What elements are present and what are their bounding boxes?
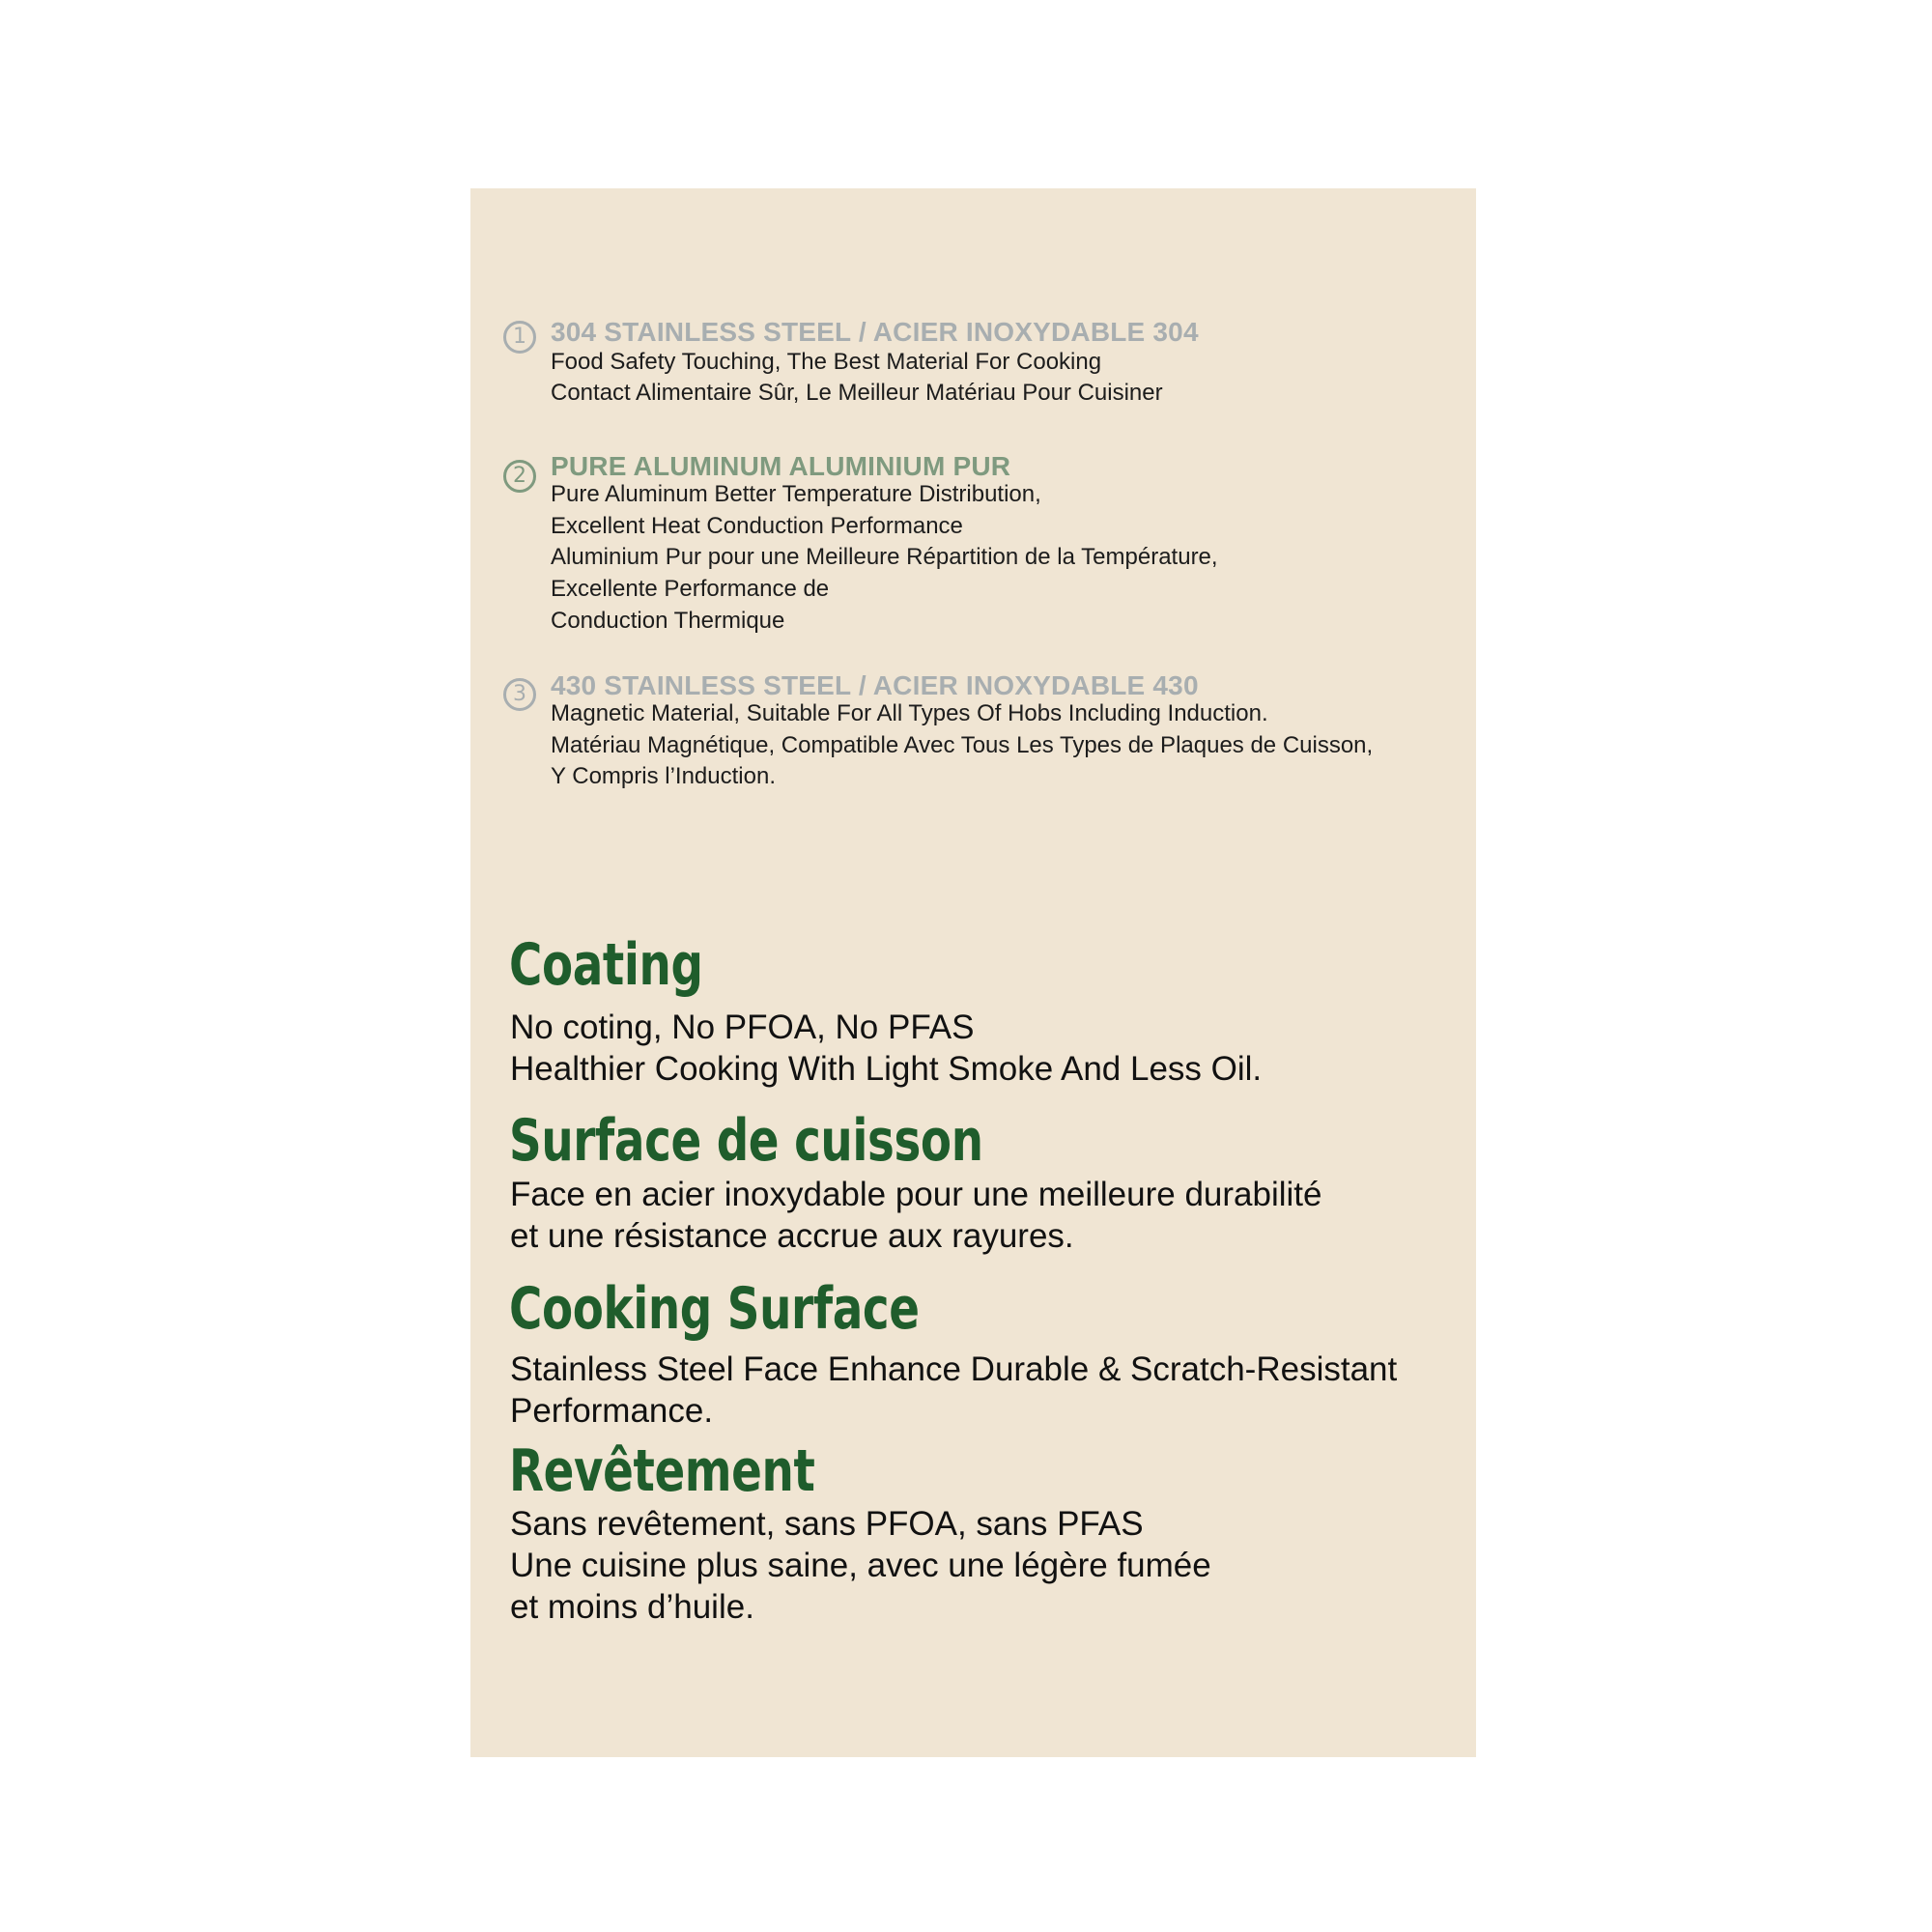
- layer-2-line-4: Excellente Performance de: [551, 576, 830, 602]
- layer-2-title: PURE ALUMINUM ALUMINIUM PUR: [551, 451, 1011, 481]
- layer-1-title: 304 STAINLESS STEEL / ACIER INOXYDABLE 304: [551, 317, 1199, 347]
- layer-2-line-2: Excellent Heat Conduction Performance: [551, 513, 963, 539]
- number-1-icon: 1: [503, 321, 536, 354]
- layer-3-line-1: Magnetic Material, Suitable For All Types Of Hobs Including Induction.: [551, 700, 1268, 726]
- number-3-icon: 3: [503, 678, 536, 711]
- layer-3-line-3: Y Compris l’Induction.: [551, 763, 776, 789]
- layer-3-title: 430 STAINLESS STEEL / ACIER INOXYDABLE 430: [551, 670, 1199, 700]
- layer-3-line-2: Matériau Magnétique, Compatible Avec Tous Les Types de Plaques de Cuisson,: [551, 732, 1374, 758]
- cooking-surface-line-1: Stainless Steel Face Enhance Durable & Scratch-Resistant: [510, 1350, 1398, 1388]
- surface-de-cuisson-line-1: Face en acier inoxydable pour une meilleure durabilité: [510, 1176, 1322, 1213]
- coating-heading: Coating: [509, 931, 703, 999]
- revetement-line-1: Sans revêtement, sans PFOA, sans PFAS: [510, 1505, 1144, 1543]
- cooking-surface-line-2: Performance.: [510, 1392, 714, 1430]
- layer-1-line-2: Contact Alimentaire Sûr, Le Meilleur Matériau Pour Cuisiner: [551, 380, 1163, 406]
- surface-de-cuisson-line-2: et une résistance accrue aux rayures.: [510, 1217, 1074, 1255]
- layer-2-line-1: Pure Aluminum Better Temperature Distribution,: [551, 481, 1041, 507]
- layer-2-line-3: Aluminium Pur pour une Meilleure Répartition de la Température,: [551, 544, 1218, 570]
- layer-2-line-5: Conduction Thermique: [551, 608, 785, 634]
- revetement-line-2: Une cuisine plus saine, avec une légère fumée: [510, 1547, 1211, 1584]
- cooking-surface-heading: Cooking Surface: [509, 1275, 920, 1343]
- revetement-line-3: et moins d’huile.: [510, 1588, 754, 1626]
- number-2-icon: 2: [503, 460, 536, 493]
- revetement-heading: Revêtement: [509, 1437, 815, 1505]
- layer-1-line-1: Food Safety Touching, The Best Material For Cooking: [551, 349, 1102, 375]
- coating-line-2: Healthier Cooking With Light Smoke And Less Oil.: [510, 1050, 1263, 1088]
- coating-line-1: No coting, No PFOA, No PFAS: [510, 1009, 975, 1046]
- surface-de-cuisson-heading: Surface de cuisson: [509, 1107, 983, 1175]
